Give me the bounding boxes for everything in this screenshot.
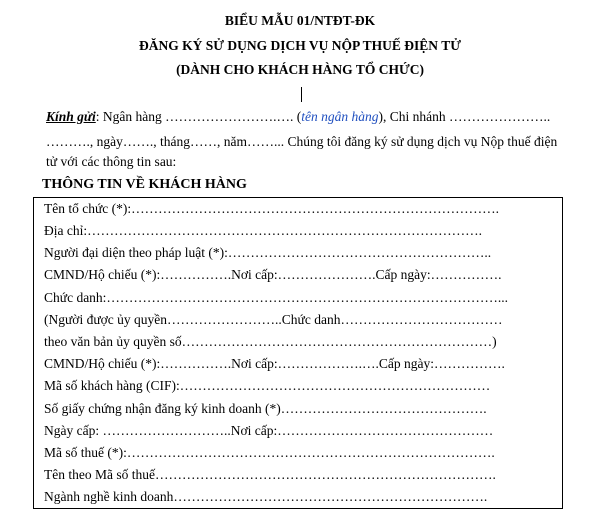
customer-info-box [33,197,563,509]
row-issue-date: Ngày cấp: ………………………..Nơi cấp:………………………………………… [44,423,494,438]
text-cursor [301,87,302,102]
row-business-sector: Ngành nghề kinh doanh……………………………………………………………. [44,489,488,504]
intro-line-2: ………., ngày……., tháng……, năm……... Chúng tôi đăng ký sử dụng dịch vụ Nộp thuế điện [46,134,558,149]
row-authorized-person: (Người được ủy quyền……………………..Chức danh……………………………… [44,312,503,327]
row-authorization-doc: theo văn bản ủy quyền số……………………………………………………………) [44,334,497,349]
row-address: Địa chỉ:……………………………………………………………………………. [44,223,482,238]
form-code-title: BIỂU MẪU 01/NTĐT-ĐK [224,13,376,28]
form-subtitle: (DÀNH CHO KHÁCH HÀNG TỔ CHỨC) [176,62,424,77]
row-tax-name: Tên theo Mã số thuế…………………………………………………………………. [44,467,496,482]
row-id-card-1: CMND/Hộ chiếu (*):…………….Nơi cấp:………………….Cấp ngày:……………. [44,267,502,282]
row-position: Chức danh:……………………………………………………………………………... [44,290,509,305]
row-legal-representative: Người đại diện theo pháp luật (*):………………………………………………….. [44,245,492,260]
section-title: THÔNG TIN VỀ KHÁCH HÀNG [42,177,247,192]
addressee-text-a: : Ngân hàng …………………….…. ( [95,109,302,124]
row-cif: Mã số khách hàng (CIF):…………………………………………………………… [44,378,491,393]
row-organization-name: Tên tổ chức (*):………………………………………………………………………. [44,201,500,216]
addressee-text-b: ), Chi nhánh ………………….. [378,109,551,124]
form-main-title: ĐĂNG KÝ SỬ DỤNG DỊCH VỤ NỘP THUẾ ĐIỆN TỬ [139,38,461,53]
row-tax-code: Mã số thuế (*):………………………………………………………………………. [44,445,495,460]
intro-line-3: tử với các thông tin sau: [46,154,177,169]
row-id-card-2: CMND/Hộ chiếu (*):…………….Nơi cấp:……………….….Cấp ngày:……………. [44,356,505,371]
bank-name-hint: tên ngân hàng [301,109,379,124]
addressee-label: Kính gửi [46,109,96,124]
row-business-license: Số giấy chứng nhận đăng ký kinh doanh (*)………………………………………. [44,401,487,416]
addressee-line [46,109,550,125]
